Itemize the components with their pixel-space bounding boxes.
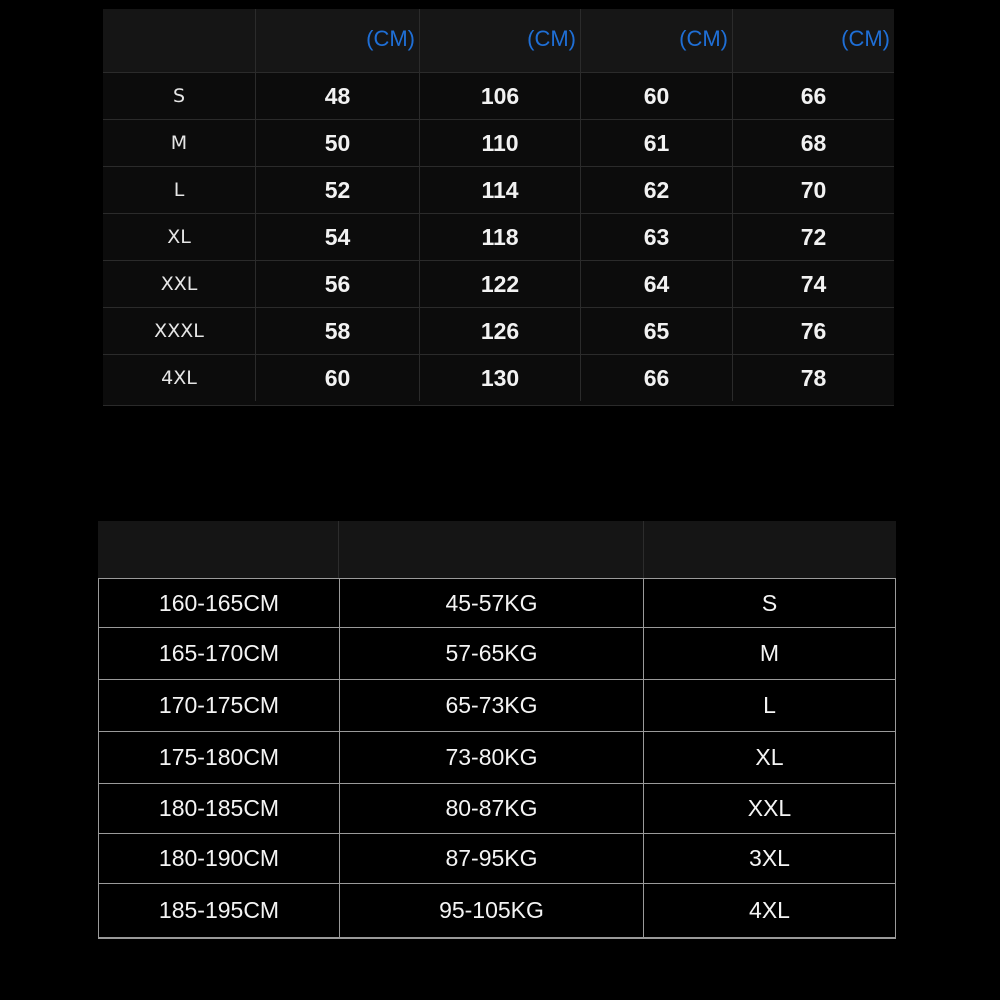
table-row — [103, 166, 894, 213]
measurement-value: 78 — [800, 364, 827, 391]
recommended-size: S — [761, 589, 778, 616]
measurement-value: 52 — [256, 167, 420, 213]
header-cell-unit: (CM) — [256, 9, 420, 72]
recommended-size: XL — [755, 744, 784, 770]
recommended-size: 3XL — [749, 845, 790, 871]
recommended-size: 4XL — [749, 897, 790, 923]
weight-range: 73-80KG — [340, 732, 644, 783]
measurement-value: 60 — [256, 355, 420, 401]
table-row — [103, 213, 894, 260]
size-label: S — [103, 73, 256, 119]
measurement-value: 106 — [420, 73, 581, 119]
table-row — [99, 731, 895, 783]
header-cell-unit: (CM) — [841, 25, 890, 51]
measurement-value: 60 — [581, 73, 733, 119]
recommendation-table-body — [98, 578, 896, 939]
height-range: 185-195CM — [99, 884, 340, 937]
measurement-value: 48 — [256, 73, 420, 119]
table-row — [99, 679, 895, 731]
size-label: L — [103, 167, 256, 213]
height-range: 175-180CM — [99, 732, 340, 783]
size-label: XXL — [103, 261, 256, 307]
weight-range: 57-65KG — [340, 628, 644, 679]
measurement-value: 76 — [800, 317, 827, 344]
recommended-size: XXL — [747, 795, 792, 821]
measurement-value: 74 — [800, 270, 827, 297]
weight-range: 87-95KG — [340, 834, 644, 883]
weight-range: 80-87KG — [340, 784, 644, 833]
recommended-size: M — [759, 640, 780, 666]
weight-range: 45-57KG — [340, 579, 644, 627]
header-cell-weight — [339, 521, 644, 578]
height-range: 165-170CM — [99, 628, 340, 679]
table-row — [103, 260, 894, 307]
measurement-value: 68 — [800, 129, 827, 156]
size-label: XL — [103, 214, 256, 260]
measurement-value: 61 — [581, 120, 733, 166]
height-range: 180-185CM — [99, 784, 340, 833]
size-recommendation-table — [98, 521, 896, 939]
header-cell-size — [644, 521, 896, 578]
measurement-value: 65 — [581, 308, 733, 354]
table-row — [103, 119, 894, 166]
height-range: 160-165CM — [99, 579, 340, 627]
table-row — [103, 354, 894, 401]
measurement-value: 63 — [581, 214, 733, 260]
measurement-value: 66 — [800, 82, 827, 109]
measurement-value: 56 — [256, 261, 420, 307]
height-range: 170-175CM — [99, 680, 340, 731]
measurement-value: 70 — [800, 176, 827, 203]
measurement-value: 126 — [420, 308, 581, 354]
header-cell-size — [103, 9, 256, 72]
measurement-value: 58 — [256, 308, 420, 354]
height-range: 180-190CM — [99, 834, 340, 883]
weight-range: 65-73KG — [340, 680, 644, 731]
table-row — [99, 627, 895, 679]
header-cell-height — [98, 521, 339, 578]
table-row — [99, 833, 895, 883]
table-row — [99, 883, 895, 937]
measurement-value: 62 — [581, 167, 733, 213]
measurement-value: 114 — [420, 167, 581, 213]
header-cell-unit: (CM) — [581, 9, 733, 72]
size-measurement-table — [103, 9, 894, 406]
table-row — [99, 783, 895, 833]
measurement-value: 50 — [256, 120, 420, 166]
measurement-value: 54 — [256, 214, 420, 260]
table-row — [103, 72, 894, 119]
measurement-value: 66 — [581, 355, 733, 401]
size-label: XXXL — [103, 308, 256, 354]
table-row — [99, 578, 895, 627]
measurement-value: 72 — [800, 223, 827, 250]
measurement-value: 118 — [420, 214, 581, 260]
header-cell-unit: (CM) — [420, 9, 581, 72]
measurement-value: 64 — [581, 261, 733, 307]
measurement-value: 122 — [420, 261, 581, 307]
table-row — [103, 307, 894, 354]
size-label: 4XL — [103, 355, 256, 401]
recommendation-table-header — [98, 521, 896, 578]
measurement-value: 110 — [420, 120, 581, 166]
weight-range: 95-105KG — [340, 884, 644, 937]
measurement-value: 130 — [420, 355, 581, 401]
measurement-table-header — [103, 9, 894, 72]
recommended-size: L — [763, 692, 776, 718]
size-label: M — [103, 120, 256, 166]
